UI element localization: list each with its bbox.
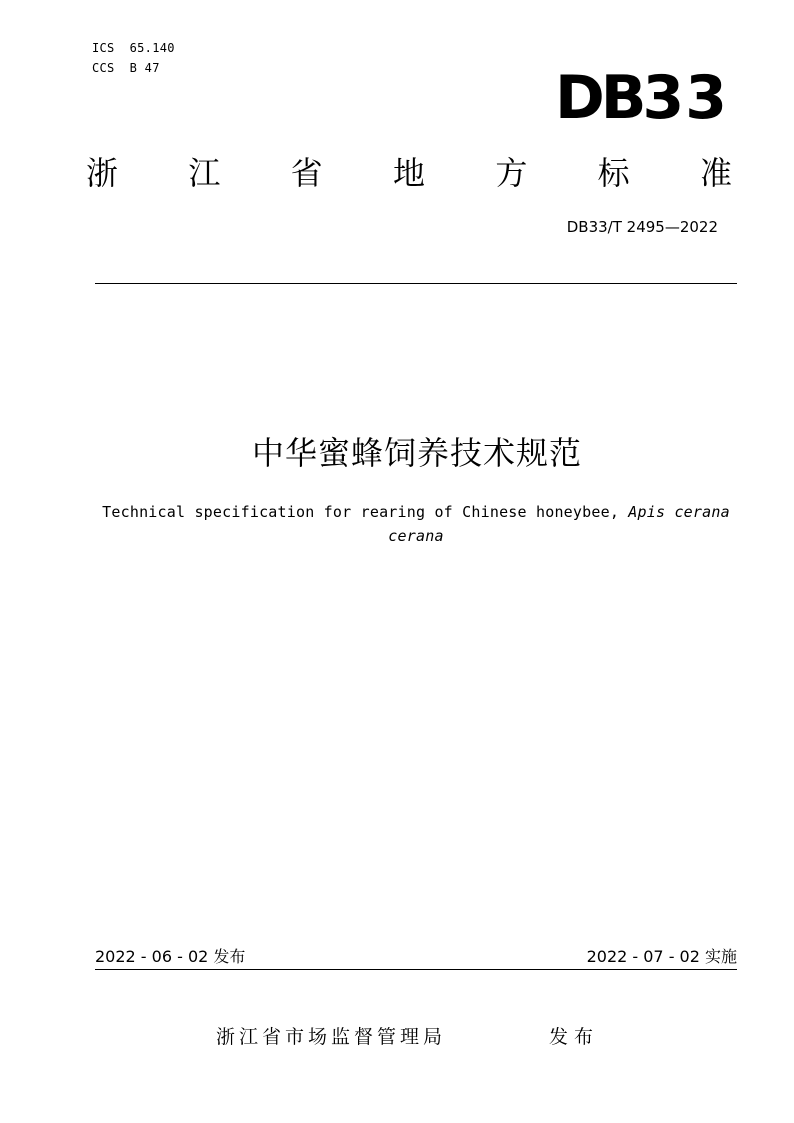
- species-name-continued: cerana: [388, 527, 444, 545]
- ics-code: ICS 65.140: [92, 41, 175, 55]
- db33-logo: [554, 63, 728, 133]
- publish-date: 2022 - 06 - 02 发布: [95, 947, 246, 966]
- standard-type-char: 标: [597, 154, 630, 192]
- standard-type-char: 准: [699, 154, 732, 192]
- issuing-authority: 浙江省市场监督管理局: [216, 1026, 447, 1048]
- standard-type-heading: [86, 150, 732, 196]
- footer-divider: [95, 969, 737, 970]
- species-name: Apis cerana: [628, 503, 730, 521]
- logo-db: DB: [554, 63, 643, 133]
- standard-number: DB33/T 2495—2022: [566, 218, 718, 236]
- issuing-action: 发布: [549, 1026, 600, 1048]
- standard-type-char: 方: [495, 154, 528, 192]
- standard-type-char: 省: [290, 154, 323, 192]
- header-divider: [95, 283, 737, 284]
- document-title-chinese: 中华蜜蜂饲养技术规范: [251, 434, 582, 472]
- standard-type-char: 地: [392, 154, 425, 192]
- ccs-code: CCS B 47: [92, 61, 160, 75]
- standard-type-char: 浙: [86, 154, 119, 192]
- implementation-date: 2022 - 07 - 02 实施: [586, 947, 737, 966]
- classification-codes: [92, 38, 175, 78]
- english-title-main: Technical specification for rearing of Chinese honeybee,: [102, 503, 629, 521]
- logo-number: 33: [642, 63, 728, 133]
- document-title-english: [95, 500, 737, 548]
- standard-type-char: 江: [188, 154, 221, 192]
